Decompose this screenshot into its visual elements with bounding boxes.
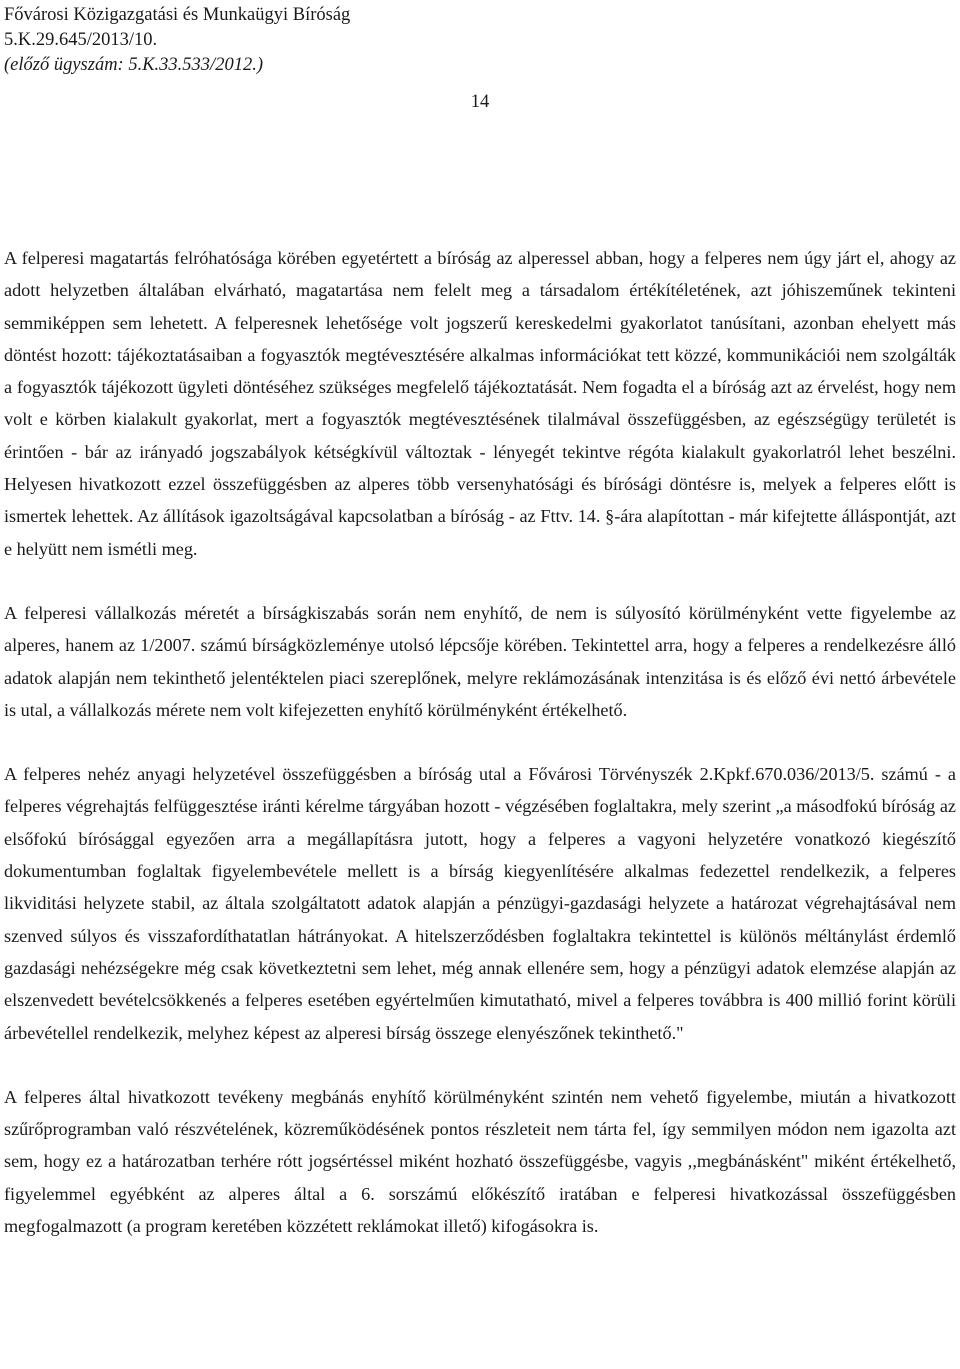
paragraph: A felperes által hivatkozott tevékeny megbánás enyhítő körülményként szintén nem vehető figyelembe, miután a hivatkozott szűrőprogramban való részvételének, közreműködésének pontos részleteit nem tárta fel, így semmilyen módon nem igazolta azt sem, hogy ez a határozatban terhére rótt jogsértéssel miként hozható összefüggésbe, vagyis ,,megbánásként" miként értékelhető, figyelemmel egyébként az alperes által a 6. sorszámú előkészítő iratában e felperesi hivatkozással összefüggésben megfogalmazott (a program keretében közzétett reklámokat illető) kifogásokra is. [4,1086,956,1237]
paragraph: A felperesi vállalkozás méretét a bírságkiszabás során nem enyhítő, de nem is súlyosító körülményként vette figyelembe az alperes, hanem az 1/2007. számú bírságközleménye utolsó lépcsője körében. Tekintettel arra, hogy a felperes a rendelkezésre álló adatok alapján nem tekinthető jelentéktelen piaci szereplőnek, melyre reklámozásának intenzitása is és előző évi nettó árbevétele is utal, a vállalkozás mérete nem volt kifejezetten enyhítő körülményként értékelhető. [4,602,956,720]
case-number: 5.K.29.645/2013/10. [4,30,158,50]
document-body [4,242,956,1242]
court-name: Fővárosi Közigazgatási és Munkaügyi Bíróság [4,5,351,25]
page-number: 14 [470,92,490,112]
previous-case-number: (előző ügyszám: 5.K.33.533/2012.) [4,55,263,75]
document-header [4,0,956,78]
paragraph: A felperesi magatartás felróhatósága körében egyetértett a bíróság az alperessel abban, hogy a felperes nem úgy járt el, ahogy az adott helyzetben általában elvárható, magatartása nem felelt meg a társadalom értékítéletének, azt jóhiszeműnek tekinteni semmiképpen sem lehetett. A felperesnek lehetősége volt jogszerű kereskedelmi gyakorlatot tanúsítani, azonban ehelyett más döntést hozott: tájékoztatásaiban a fogyasztók megtévesztésére alkalmas információkat tett közzé, kommunikációi nem szolgálták a fogyasztók tájékozott ügyleti döntéséhez szükséges megfelelő tájékoztatását. Nem fogadta el a bíróság azt az érvelést, hogy nem volt e körben kialakult gyakorlat, mert a fogyasztók megtévesztésének tilalmával összefüggésben, az egészségügy területét is érintően - bár az irányadó jogszabályok kétségkívül változtak - lényegét tekintve régóta kialakult gyakorlatról lehet beszélni. Helyesen hivatkozott ezzel összefüggésben az alperes több versenyhatósági és bírósági döntésre is, melyek a felperes előtt is ismertek lehettek. Az állítások igazoltságával kapcsolatban a bíróság - az Fttv. 14. §-ára alapítottan - már kifejtette álláspontját, azt e helyütt nem ismétli meg. [4,248,956,559]
paragraph: A felperes nehéz anyagi helyzetével összefüggésben a bíróság utal a Fővárosi Törvényszék 2.Kpkf.670.036/2013/5. számú - a felperes végrehajtás felfüggesztése iránti kérelme tárgyában hozott - végzésében foglaltakra, mely szerint „a másodfokú bíróság az elsőfokú bírósággal egyezően arra a megállapításra jutott, hogy a felperes a vagyoni helyzetére vonatkozó kiegészítő dokumentumban foglaltak figyelembevétele mellett is a bírság kiegyenlítésére alkalmas fedezettel rendelkezik, a felperes likviditási helyzete stabil, az általa szolgáltatott adatok alapján a pénzügyi-gazdasági helyzete a határozat végrehajtásával nem szenved súlyos és visszafordíthatatlan hátrányokat. A hitelszerződésben foglaltakra tekintettel is különös méltánylást érdemlő gazdasági nehézségekre még csak következtetni sem lehet, még annak ellenére sem, hogy a pénzügyi adatok elemzése alapján az elszenvedett bevételcsökkenés a felperes esetében egyértelműen kimutatható, mivel a felperes továbbra is 400 millió forint körüli árbevétellel rendelkezik, melyhez képest az alperesi bírság összege elenyészőnek tekinthető." [4,764,956,1043]
